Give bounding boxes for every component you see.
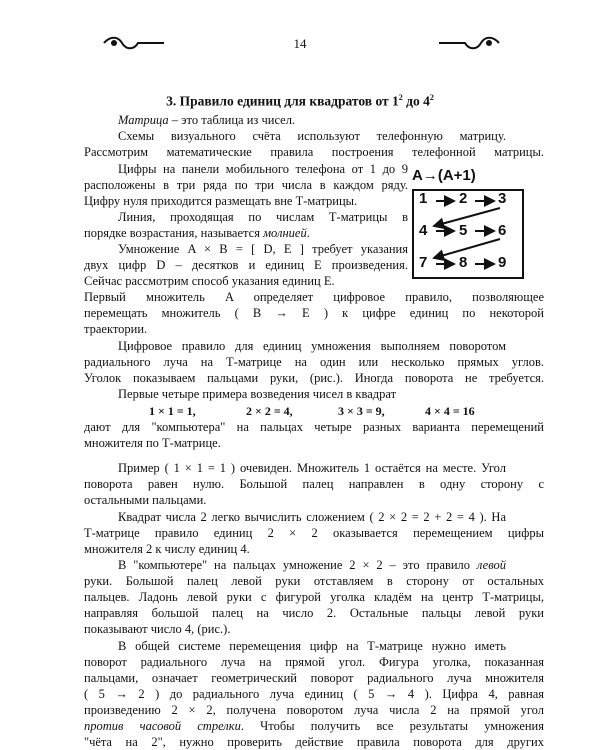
text-line: Рассмотрим математические правила построения телефонной матрицы. <box>84 145 544 159</box>
matrix-digit: 4 <box>419 222 428 239</box>
matrix-digit: 3 <box>498 190 507 207</box>
text-line: Первый множитель A определяет цифровое правило, позволяющее <box>84 290 544 304</box>
text-line: направляя большой палец на число 2. Остальные пальцы левой руки <box>84 606 544 620</box>
text-line: "чётa на 2", нужно проверить действие правила поворота для других <box>84 735 544 749</box>
ornament-right-icon <box>437 34 501 52</box>
matrix-digit: 7 <box>419 254 428 271</box>
text-line: дают для "компьютера" на пальцах четыре разных варианта перемещений <box>84 420 544 434</box>
text-line: Квадрат числа 2 легко вычислить сложением ( 2 × 2 = 2 + 2 = 4 ). На <box>118 510 506 524</box>
text-line: произведению 2 × 2, получена поворотом луча числа 2 на прямой угол <box>84 703 544 717</box>
text-line: Умножение A × B = [ D, E ] требует указания <box>118 242 408 256</box>
text-line: Цифру нуля приходится размещать вне Т-матрицы. <box>84 194 358 208</box>
matrix-digit: 1 <box>419 190 428 207</box>
text-line: пальцев. Ладонь левой руки с фигурой уголка кладём на центр Т-матрицы, <box>84 590 544 604</box>
text-line: расположены в три ряда по три числа в каждом ряду. <box>84 178 408 192</box>
text-line: остальными пальцами. <box>84 493 207 507</box>
text-line: перемещать множитель ( B → E ) к цифре единиц по некоторой <box>84 306 544 320</box>
text-line: показывают число 4, (рис.). <box>84 622 231 636</box>
square-example: 4 × 4 = 16 <box>425 404 475 418</box>
text-line: траектории. <box>84 322 148 336</box>
text-line: против часовой стрелки. Чтобы получить все результаты умножения <box>84 719 544 733</box>
matrix-digit: 6 <box>498 222 507 239</box>
square-example: 2 × 2 = 4, <box>246 404 293 418</box>
text-line: порядке возрастания, называется молнией. <box>84 226 310 240</box>
text-line: В "компьютере" на пальцах умножение 2 × 2 – это правило левой <box>118 558 506 572</box>
page-number: 14 <box>293 36 307 51</box>
text-line: Первые четыре примера возведения чисел в квадрат <box>118 387 397 401</box>
text-line: Линия, проходящая по числам Т-матрицы в <box>118 210 408 224</box>
square-example: 3 × 3 = 9, <box>338 404 385 418</box>
section-heading: 3. Правило единиц для квадратов от $1^2$ до $4^2$ <box>166 93 434 109</box>
matrix-digit: 9 <box>498 254 507 271</box>
text-line: Цифры на панели мобильного телефона от 1 до 9 <box>118 162 408 176</box>
text-line: множителя по Т-матрице. <box>84 436 221 450</box>
text-line: руки. Большой палец левой руки отставляем в сторону от остальных <box>84 574 544 588</box>
text-line: Схемы визуального счёта используют телефонную матрицу. <box>118 129 506 143</box>
text-line: двух цифр D – десятков и единиц E произведения. <box>84 258 408 272</box>
text-line: Уголок показываем пальцами руки, (рис.). Иногда поворота не требуется. <box>84 371 544 385</box>
t-matrix-diagram <box>412 168 524 280</box>
matrix-rule-title: A→(A+1) <box>412 167 476 184</box>
text-line: радиального луча на Т-матрице на один или несколько прямых углов. <box>84 355 544 369</box>
text-line: множителя 2 к числу единиц 4. <box>84 542 250 556</box>
text-line: ( 5 → 2 ) до радиального луча единиц ( 5 → 4 ). Цифра 4, равная <box>84 687 544 701</box>
text-line: В общей системе перемещения цифр на Т-матрице нужно иметь <box>118 639 506 653</box>
text-line: Матрица – это таблица из чисел. <box>118 113 296 127</box>
text-line: поворота равен нулю. Большой палец направлен в одну сторону с <box>84 477 544 491</box>
matrix-digit: 8 <box>459 254 468 271</box>
square-example: 1 × 1 = 1, <box>149 404 196 418</box>
text-line: Сейчас рассмотрим способ указания единиц E. <box>84 274 335 288</box>
text-line: Т-матрице правило единиц 2 × 2 оказывается перемещением цифры <box>84 526 544 540</box>
matrix-digit: 5 <box>459 222 468 239</box>
squares-examples <box>0 403 600 419</box>
matrix-digit: 2 <box>459 190 468 207</box>
text-line: Цифровое правило для единиц умножения выполняем поворотом <box>118 339 506 353</box>
text-line: поворот радиального луча на прямой угол. Фигура уголка, показанная <box>84 655 544 669</box>
text-line: пальцами, означает геометрический поворот радиального луча множителя <box>84 671 544 685</box>
text-line: Пример ( 1 × 1 = 1 ) очевиден. Множитель 1 остаётся на месте. Угол <box>118 461 506 475</box>
